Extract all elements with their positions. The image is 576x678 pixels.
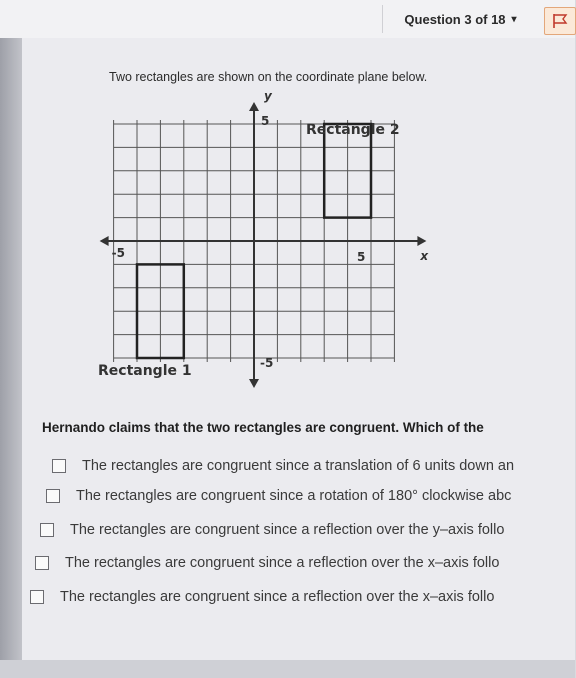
chevron-down-icon: ▾ — [511, 13, 517, 25]
question-label: Question 3 of 18 — [404, 11, 506, 27]
choice-checkbox[interactable] — [30, 590, 44, 604]
answer-choice[interactable] — [30, 589, 494, 605]
choice-text: The rectangles are congruent since a reflection over the x–axis follo — [60, 589, 495, 605]
choice-text: The rectangles are congruent since a rotation of 180° clockwise abc — [76, 488, 512, 504]
flag-button[interactable] — [544, 7, 576, 35]
answer-choice[interactable] — [46, 488, 511, 504]
y-axis-label: y — [264, 89, 272, 103]
tick-label-x-right: 5 — [357, 250, 366, 264]
rectangle-2-label: Rectangle 2 — [306, 122, 400, 138]
question-claim: Hernando claims that the two rectangles are congruent. Which of the — [42, 420, 484, 435]
choice-checkbox[interactable] — [52, 459, 66, 473]
footer-strip — [0, 660, 575, 678]
answer-choice[interactable] — [35, 555, 499, 571]
choice-checkbox[interactable] — [46, 489, 60, 503]
x-axis-left-arrow — [100, 236, 109, 246]
top-bar — [0, 0, 575, 38]
x-axis-label: x — [420, 249, 429, 263]
choice-checkbox[interactable] — [40, 523, 54, 537]
tick-label-y-top: 5 — [261, 114, 270, 128]
tick-label-y-bottom: -5 — [260, 356, 274, 370]
answer-choice[interactable] — [52, 458, 514, 474]
choice-text: The rectangles are congruent since a reflection over the y–axis follo — [70, 522, 505, 538]
y-axis-down-arrow — [249, 379, 259, 388]
choice-text: The rectangles are congruent since a translation of 6 units down an — [82, 458, 515, 474]
rectangle-1-label: Rectangle 1 — [98, 363, 192, 379]
question-intro: Two rectangles are shown on the coordinate plane below. — [109, 70, 428, 84]
tick-label-x-left: -5 — [111, 246, 125, 260]
coordinate-plane — [78, 89, 429, 390]
choice-text: The rectangles are congruent since a reflection over the x–axis follo — [65, 555, 500, 571]
flag-icon — [551, 13, 569, 29]
y-axis-up-arrow — [249, 102, 259, 111]
question-selector[interactable] — [382, 5, 538, 33]
choice-checkbox[interactable] — [35, 556, 49, 570]
answer-choice[interactable] — [40, 522, 504, 538]
